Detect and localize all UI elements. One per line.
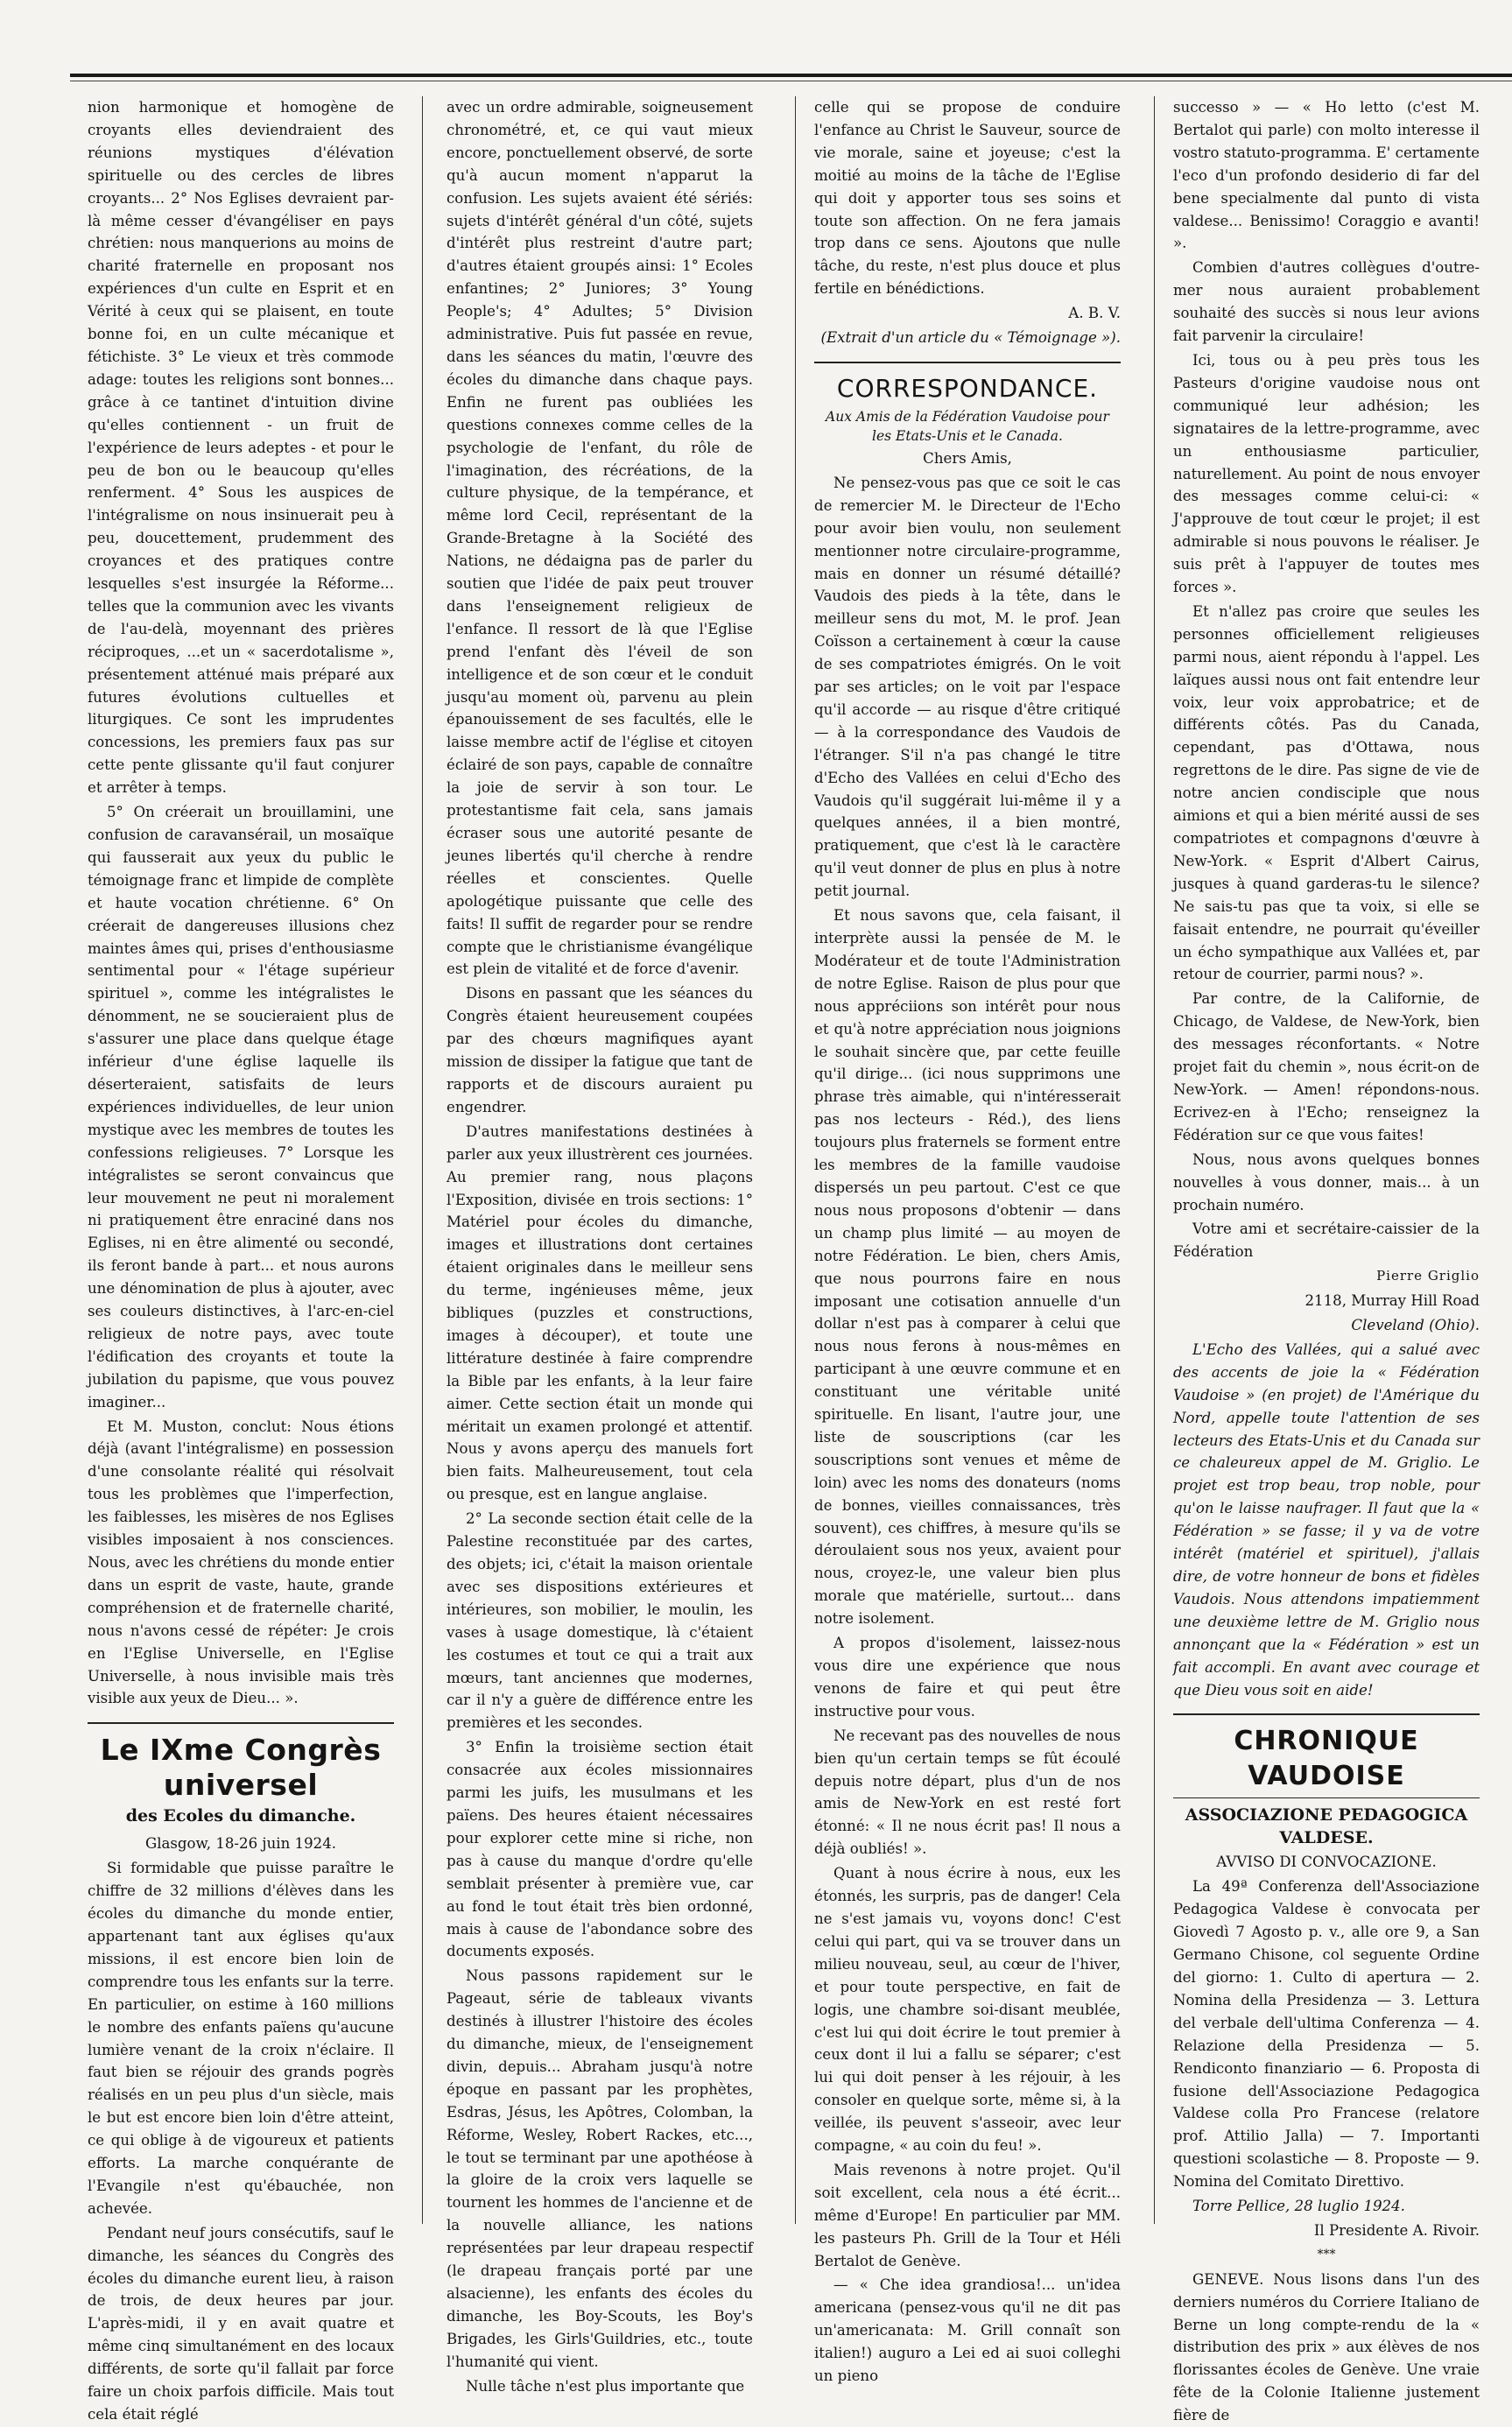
article-paragraph: Mais revenons à notre projet. Qu'il soit excellent, cela nous a été écrit... même d'Europe! En particulier par MM. les pasteurs Ph. Grill de la Tour et Héli Bertalot de Genève. [814, 2161, 1121, 2269]
signature-city: Cleveland (Ohio). [1351, 1317, 1480, 1334]
association-title: ASSOCIAZIONE PEDAGOGICA VALDESE. [1185, 1805, 1468, 1848]
column-4 [1173, 96, 1480, 2427]
section-divider [1173, 1797, 1480, 1798]
column-divider [795, 96, 796, 2224]
header-rule [70, 74, 1512, 77]
section-stars: *** [1317, 2247, 1336, 2262]
article-paragraph: Quant à nous écrire à nous, eux les étonnés, les surpris, pas de danger! Cela ne s'est jamais vu, voyons donc! C'est celui qui part, qui va se trouver dans un milieu nouveau, seul, au cœur de l'hiver, et pour toute perspective, en fait de logis, une chambre soi-disant meublée, c'est lui qui doit écrire le tout premier à ceux dont il lui a fallu se séparer; c'est lui qui doit penser à les réjouir, à les consoler en quelque sorte, même si, à la veillée, ils peuvent s'asseoir, avec leur compagne, « au coin du feu! ». [814, 1865, 1121, 2155]
column-divider [1154, 96, 1155, 2224]
article-paragraph: nion harmonique et homogène de croyants elles deviendraient des réunions mystiques d'élévation spirituelle ou des cercles de libres croyants... 2° Nos Eglises devraient par-là même cesser d'évangéliser en pays chrétien: nous manquerions au moins de charité fraternelle en proposant nos expériences d'un culte en Esprit et en Vérité à ceux qui se plaisent, en toute bonne foi, en un culte mécanique et fétichiste. 3° Le vieux et très commode adage: toutes les religions sont bonnes... grâce à ce tantinet d'intuition divine qu'elles contiennent - un fruit de l'expérience de leurs adeptes - et pour le peu de bon ou le beaucoup qu'elles renferment. 4° Sous les auspices de l'intégralisme on nous insinuerait peu à peu, doucettement, prudemment des croyances et des pratiques contre lesquelles s'est insurgée la Réforme... telles que la communion avec les vivants de l'au-delà, moyennant des prières réciproques, ...et un « sacerdotalisme », présentement atténué mais préparé aux futures évolutions cultuelles et liturgiques. Ce sont les imprudentes concessions, les premiers faux pas sur cette pente glissante qu'il faut conjurer et arrêter à temps. [88, 99, 394, 797]
salutation: Chers Amis, [923, 449, 1012, 467]
signature-name: Pierre Griglio [1376, 1268, 1480, 1284]
section-divider [88, 1722, 394, 1724]
section-divider [1173, 1713, 1480, 1715]
article-paragraph: Ne pensez-vous pas que ce soit le cas de remercier M. le Directeur de l'Echo pour avoir bien voulu, non seulement mentionner notre circulaire-programme, mais en donner un résumé détaillé? Vaudois des pieds à la tête, dans le meilleur sens du mot, M. le prof. Jean Coïsson a certainement à cœur la cause de ses compatriotes émigrés. On le voit par ses articles; on le voit par l'espace qu'il accorde — au risque d'être critiqué — à la correspondance des Vaudois de l'étranger. S'il n'a pas changé le titre d'Echo des Vallées en celui d'Echo des Vaudois qu'il suggérait lui-même il y a quelques années, il a bien montré, pratiquement, que c'est là le caractère qu'il veut donner de plus en plus à notre petit journal. [814, 474, 1121, 900]
article-paragraph: Nous, nous avons quelques bonnes nouvelles à vous donner, mais... à un prochain numéro. [1173, 1150, 1480, 1214]
article-paragraph: 2° La seconde section était celle de la Palestine reconstituée par des cartes, des objets; ici, c'était la maison orientale avec ses dispositions extérieures et intérieures, son mobilier, le moulin, les vases à usage domestique, là c'étaient les costumes et tout ce qui a trait aux mœurs, tant anciennes que modernes, car il n'y a guère de différence entre les premières et les secondes. [447, 1510, 753, 1732]
congress-title: Le IXme Congrès universel [100, 1733, 382, 1803]
article-paragraph: D'autres manifestations destinées à parler aux yeux illustrèrent ces journées. Au premier rang, nous plaçons l'Exposition, divisée en trois sections: 1° Matériel pour écoles du dimanche, images et illustrations dont certaines étaient originales dans le meilleur sens du terme, ingénieuses même, jeux bibliques (puzzles et constructions, images à découper), et toute une littérature destinée à faire comprendre la Bible par les enfants, à la leur faire aimer. Cette section était un monde qui méritait un examen prolongé et attentif. Nous y avons aperçu des manuels fort bien faits. Malheureusement, tout cela ou presque, est en langue anglaise. [447, 1122, 753, 1503]
article-paragraph: Disons en passant que les séances du Congrès étaient heureusement coupées par des chœurs magnifiques ayant mission de dissiper la fatigue que tant de rapports et de discours auraient pu engendrer. [447, 985, 753, 1115]
signature-address: 2118, Murray Hill Road [1305, 1292, 1480, 1310]
congress-dateline: Glasgow, 18-26 juin 1924. [144, 1835, 337, 1853]
section-divider [814, 362, 1121, 363]
congress-subtitle: des Ecoles du dimanche. [125, 1806, 356, 1826]
editor-note: L'Echo des Vallées, qui a salué avec des accents de joie la « Fédération Vaudoise » (en projet) de l'Amérique du Nord, appelle toute l'attention de ses lecteurs des Etats-Unis et du Canada sur ce chaleureux appel de M. Griglio. Le projet est trop beau, trop noble, pour qu'on le laisse naufrager. Il faut que la « Fédération » se fasse; il y va de votre intérêt (matériel et spirituel), j'allais dire, de votre honneur de bons et fidèles Vaudois. Nous attendons impatiemment une deuxième lettre de M. Griglio nous annonçant que la « Fédération » est un fait accompli. En avant avec courage et que Dieu vous soit en aide! [1173, 1340, 1480, 1699]
column-divider [422, 96, 423, 2224]
article-paragraph: Combien d'autres collègues d'outre-mer nous auraient probablement souhaité des succès si nous leur avions fait parvenir la circulaire! [1173, 259, 1480, 345]
article-paragraph: 3° Enfin la troisième section était consacrée aux écoles missionnaires parmi les juifs, les musulmans et les païens. Des heures étaient nécessaires pour explorer cette mine si riche, non pas à cause du manque d'ordre qu'elle semblait présenter à première vue, car au fond le tout était très bien ordonné, mais à cause de l'abondance sobre des documents exposés. [447, 1739, 753, 1960]
article-paragraph: La 49ª Conferenza dell'Associazione Pedagogica Valdese è convocata per Giovedì 7 Agosto p. v., alle ore 9, a San Germano Chisone, col seguente Ordine del giorno: 1. Culto di apertura — 2. Nomina della Presidenza — 3. Lettura del verbale dell'ultima Conferenza — 4. Relazione della Presidenza — 5. Rendiconto finanziario — 6. Proposta di fusione dell'Associazione Pedagogica Valdese colla Pro Francese (relatore prof. Attilio Jalla) — 7. Importanti questioni scolastiche — 8. Proposte — 9. Nomina del Comitato Direttivo. [1173, 1878, 1480, 2191]
chronique-title: CHRONIQUE VAUDOISE [1234, 1726, 1419, 1792]
article-paragraph: 5° On créerait un brouillamini, une confusion de caravansérail, un mosaïque qui fausserait aux yeux du public le témoignage franc et limpide de complète et haute vocation chrétienne. 6° On créerait de dangereuses illusions chez maintes âmes qui, prises d'enthousiasme sentimental pour « l'étage supérieur spirituel », comme les intégralistes le dénomment, ne se soucieraient plus de s'assurer une place dans quelque étage inférieur d'une église laquelle ils déserteraient, satisfaits de leurs expériences individuelles, de leur union mystique avec les membres de toutes les confessions religieuses. 7° Lorsque les intégralistes se seront convaincus que leur mouvement ne peut ni moralement ni pratiquement être enraciné dans nos Eglises, ni en être alimenté ou secondé, ils feront bande à part... et nous aurons une dénomination de plus à ajouter, avec ses couleurs distinctives, à l'arc-en-ciel religieux de notre pays, avec toute l'édification des croyants et toute la jubilation du papisme, que vous pouvez imaginer... [88, 804, 394, 1410]
article-paragraph: Nulle tâche n'est plus importante que [466, 2377, 745, 2395]
article-signature: A. B. V. [1068, 305, 1121, 322]
association-signature: Il Presidente A. Rivoir. [1313, 2221, 1480, 2239]
article-paragraph: Pendant neuf jours consécutifs, sauf le dimanche, les séances du Congrès des écoles du dimanche eurent lieu, à raison de trois, de deux heures par jour. L'après-midi, il y en avait quatre et même cinq simultanément en des locaux différents, de sorte qu'il fallait par force faire un choix parfois difficile. Mais tout cela était réglé [88, 2224, 394, 2423]
article-source: (Extrait d'un article du « Témoignage »). [820, 329, 1121, 347]
association-dateline: Torre Pellice, 28 luglio 1924. [1192, 2198, 1405, 2215]
article-paragraph: Par contre, de la Californie, de Chicago, de Valdese, de New-York, bien des messages réconfortants. « Notre projet fait du chemin », nous écrit-on de New-York. — Amen! répondons-nous. Ecrivez-en à l'Echo; renseignez la Fédération sur ce que vous faites! [1173, 990, 1480, 1143]
correspondance-title: CORRESPONDANCE. [836, 373, 1099, 403]
column-3 [814, 96, 1121, 2388]
article-paragraph: Et n'allez pas croire que seules les personnes officiellement religieuses parmi nous, aient répondu à l'appel. Les laïques aussi nous ont fait entendre leur voix, leur voix approbatrice; et de différents côtés. Pas du Canada, cependant, pas d'Ottawa, nous regrettons de le dire. Pas signe de vie de notre ancien condisciple que nous aimions et qui a bien mérité aussi de ses compatriotes et compagnons d'œuvre à New-York. « Esprit d'Albert Cairus, jusques à quand garderas-tu le silence? Ne sais-tu pas que ta voix, si elle se faisait entendre, ne pourrait qu'éveiller un écho sympathique aux Vallées et, par retour de courrier, parmi nous? ». [1173, 602, 1480, 983]
article-paragraph: Votre ami et secrétaire-caissier de la Fédération [1173, 1221, 1480, 1261]
correspondance-subtitle: Aux Amis de la Fédération Vaudoise pour les Etats-Unis et le Canada. [826, 408, 1109, 444]
article-paragraph: successo » — « Ho letto (c'est M. Bertalot qui parle) con molto interesse il vostro statuto-programma. E' certamente l'eco d'un profondo desiderio di far del bene specialmente dal punto di vista valdese... Benissimo! Coraggio e avanti! ». [1173, 99, 1480, 252]
column-2 [447, 96, 753, 2398]
association-subtitle: AVVISO DI CONVOCAZIONE. [1216, 1854, 1437, 1871]
column-1 [88, 96, 394, 2426]
article-paragraph: Ne recevant pas des nouvelles de nous bien qu'un certain temps se fût écoulé depuis notre départ, plus d'un de nos amis de New-York en est resté fort étonné: « Il ne nous écrit pas! Il nous a déjà oubliés! ». [814, 1727, 1121, 1858]
article-paragraph: GENEVE. Nous lisons dans l'un des derniers numéros du Corriere Italiano de Berne un long compte-rendu de la « distribution des prix » aux élèves de nos florissantes écoles de Genève. Une vraie fête de la Colonie Italienne justement fière de [1173, 2270, 1480, 2424]
article-paragraph: Ici, tous ou à peu près tous les Pasteurs d'origine vaudoise nous ont communiqué leur adhésion; les signataires de la lettre-programme, avec un enthousiasme particulier, naturellement. Au point de nous envoyer des messages comme celui-ci: « J'approuve de tout cœur le projet; il est admirable si nous pouvons le réaliser. Je suis prêt à l'appuyer de toutes mes forces ». [1173, 351, 1480, 596]
article-paragraph: A propos d'isolement, laissez-nous vous dire une expérience que nous venons de faire et qui peut être instructive pour vous. [814, 1635, 1121, 1720]
article-paragraph: Nous passons rapidement sur le Pageaut, série de tableaux vivants destinés à illustrer l'histoire des écoles du dimanche, mieux, de l'enseignement divin, depuis... Abraham jusqu'à notre époque en passant par les prophètes, Esdras, Jésus, les Apôtres, Colomban, la Réforme, Wesley, Robert Rackes, etc..., le tout se terminant par une apothéose à la gloire de la croix vers laquelle se tournent les hommes de l'ancienne et de la nouvelle alliance, les nations représentées par leur drapeau respectif (le drapeau français porté par une alsacienne), les enfants des écoles du dimanche, les Boy-Scouts, les Boy's Brigades, les Girls'Guildries, etc., toute l'humanité qui vient. [447, 1967, 753, 2370]
article-paragraph: Et nous savons que, cela faisant, il interprète aussi la pensée de M. le Modérateur et de toute l'Administration de notre Eglise. Raison de plus pour que nous appréciions son intérêt pour nous et qu'à notre appréciation nous joignions le souhait sincère que, par cette feuille qu'il dirige... (ici nous supprimons une phrase très aimable, qui n'intéresserait pas nos lecteurs - Réd.), des liens toujours plus fraternels se forment entre les membres de la famille vaudoise dispersés un peu partout. C'est ce que nous nous proposons d'obtenir — dans un champ plus limité — au moyen de notre Fédération. Le bien, chers Amis, que nous pourrons faire en nous imposant une cotisation annuelle d'un dollar n'est pas à comparer à celui que nous nous ferons à nous-mêmes en participant à une œuvre commune et en constituant une véritable unité spirituelle. En lisant, l'autre jour, une liste de souscriptions (car les souscriptions sont venues et même de loin) avec les noms des donateurs (noms de bonnes, vieilles connaissances, très souvent), ces chiffres, à mesure qu'ils se déroulaient sous nos yeux, avaient pour nous, croyez-le, une valeur bien plus morale que matérielle, surtout... dans notre isolement. [814, 907, 1121, 1628]
article-paragraph: avec un ordre admirable, soigneusement chronométré, et, ce qui vaut mieux encore, ponctuellement observé, de sorte qu'à aucun moment n'apparut la confusion. Les sujets avaient été sériés: sujets d'intérêt général d'un côté, sujets d'intérêt plus restreint d'autre part; d'autres étaient groupés ainsi: 1° Ecoles enfantines; 2° Juniores; 3° Young People's; 4° Adultes; 5° Division administrative. Puis fut passée en revue, dans les séances du matin, l'œuvre des écoles du dimanche dans chaque pays. Enfin ne furent pas oubliées les questions connexes comme celles de la psychologie de l'enfant, du rôle de l'imagination, des récréations, de la culture physique, de la tempérance, et même lord Cecil, représentant de la Grande-Bretagne à la Société des Nations, ne dédaigna pas de parler du soutien que l'idée de paix peut trouver dans l'enseignement religieux de l'enfance. Il ressort de là que l'Eglise prend l'enfant dès l'éveil de son intelligence et de son cœur et le conduit jusqu'au moment où, parvenu au plein épanouissement de ses facultés, elle le laisse membre actif de l'église et citoyen éclairé de son pays, capable de connaître la joie de servir à son tour. Le protestantisme fait cela, sans jamais écraser sous une autorité pesante de jeunes libertés qu'il cherche à rendre réelles et conscientes. Quelle apologétique puissante que celle des faits! Il suffit de regarder pour se rendre compte que le christianisme évangélique est plein de vitalité et de force d'avenir. [447, 99, 753, 978]
article-paragraph: celle qui se propose de conduire l'enfance au Christ le Sauveur, source de vie morale, saine et joyeuse; c'est la moitié au moins de la tâche de l'Eglise qui doit y apporter tous ses soins et toute son affection. On ne fera jamais trop dans ce sens. Ajoutons que nulle tâche, du reste, n'est plus douce et plus fertile en bénédictions. [814, 99, 1121, 298]
article-paragraph: — « Che idea grandiosa!... un'idea americana (pensez-vous qu'il ne dit pas un'americanata: M. Grill connaît son italien!) auguro a Lei ed ai suoi colleghi un pieno [814, 2276, 1121, 2385]
article-paragraph: Si formidable que puisse paraître le chiffre de 32 millions d'élèves dans les écoles du dimanche du monde entier, appartenant tant aux églises qu'aux missions, il est encore bien loin de comprendre tous les enfants sur la terre. En particulier, on estime à 160 millions le nombre des enfants païens qu'aucune lumière venant de la croix n'éclaire. Il faut bien se réjouir des grands pogrès réalisés en un peu plus d'un siècle, mais le but est encore bien loin d'être atteint, ce qui oblige à de vigoureux et patients efforts. La marche conquérante de l'Evangile n'est qu'ébauchée, non achevée. [88, 1860, 394, 2217]
article-paragraph: Et M. Muston, conclut: Nous étions déjà (avant l'intégralisme) en possession d'une consolante réalité qui résolvait tous les problèmes que l'imperfection, les faiblesses, les misères de nos Eglises visibles imposaient à nos consciences. Nous, avec les chrétiens du monde entier dans un esprit de vaste, haute, grande compréhension et de fraternelle charité, nous n'avons cessé de répéter: Je crois en l'Eglise Universelle, en l'Eglise Universelle, à nous invisible mais très visible aux yeux de Dieu... ». [88, 1418, 394, 1707]
